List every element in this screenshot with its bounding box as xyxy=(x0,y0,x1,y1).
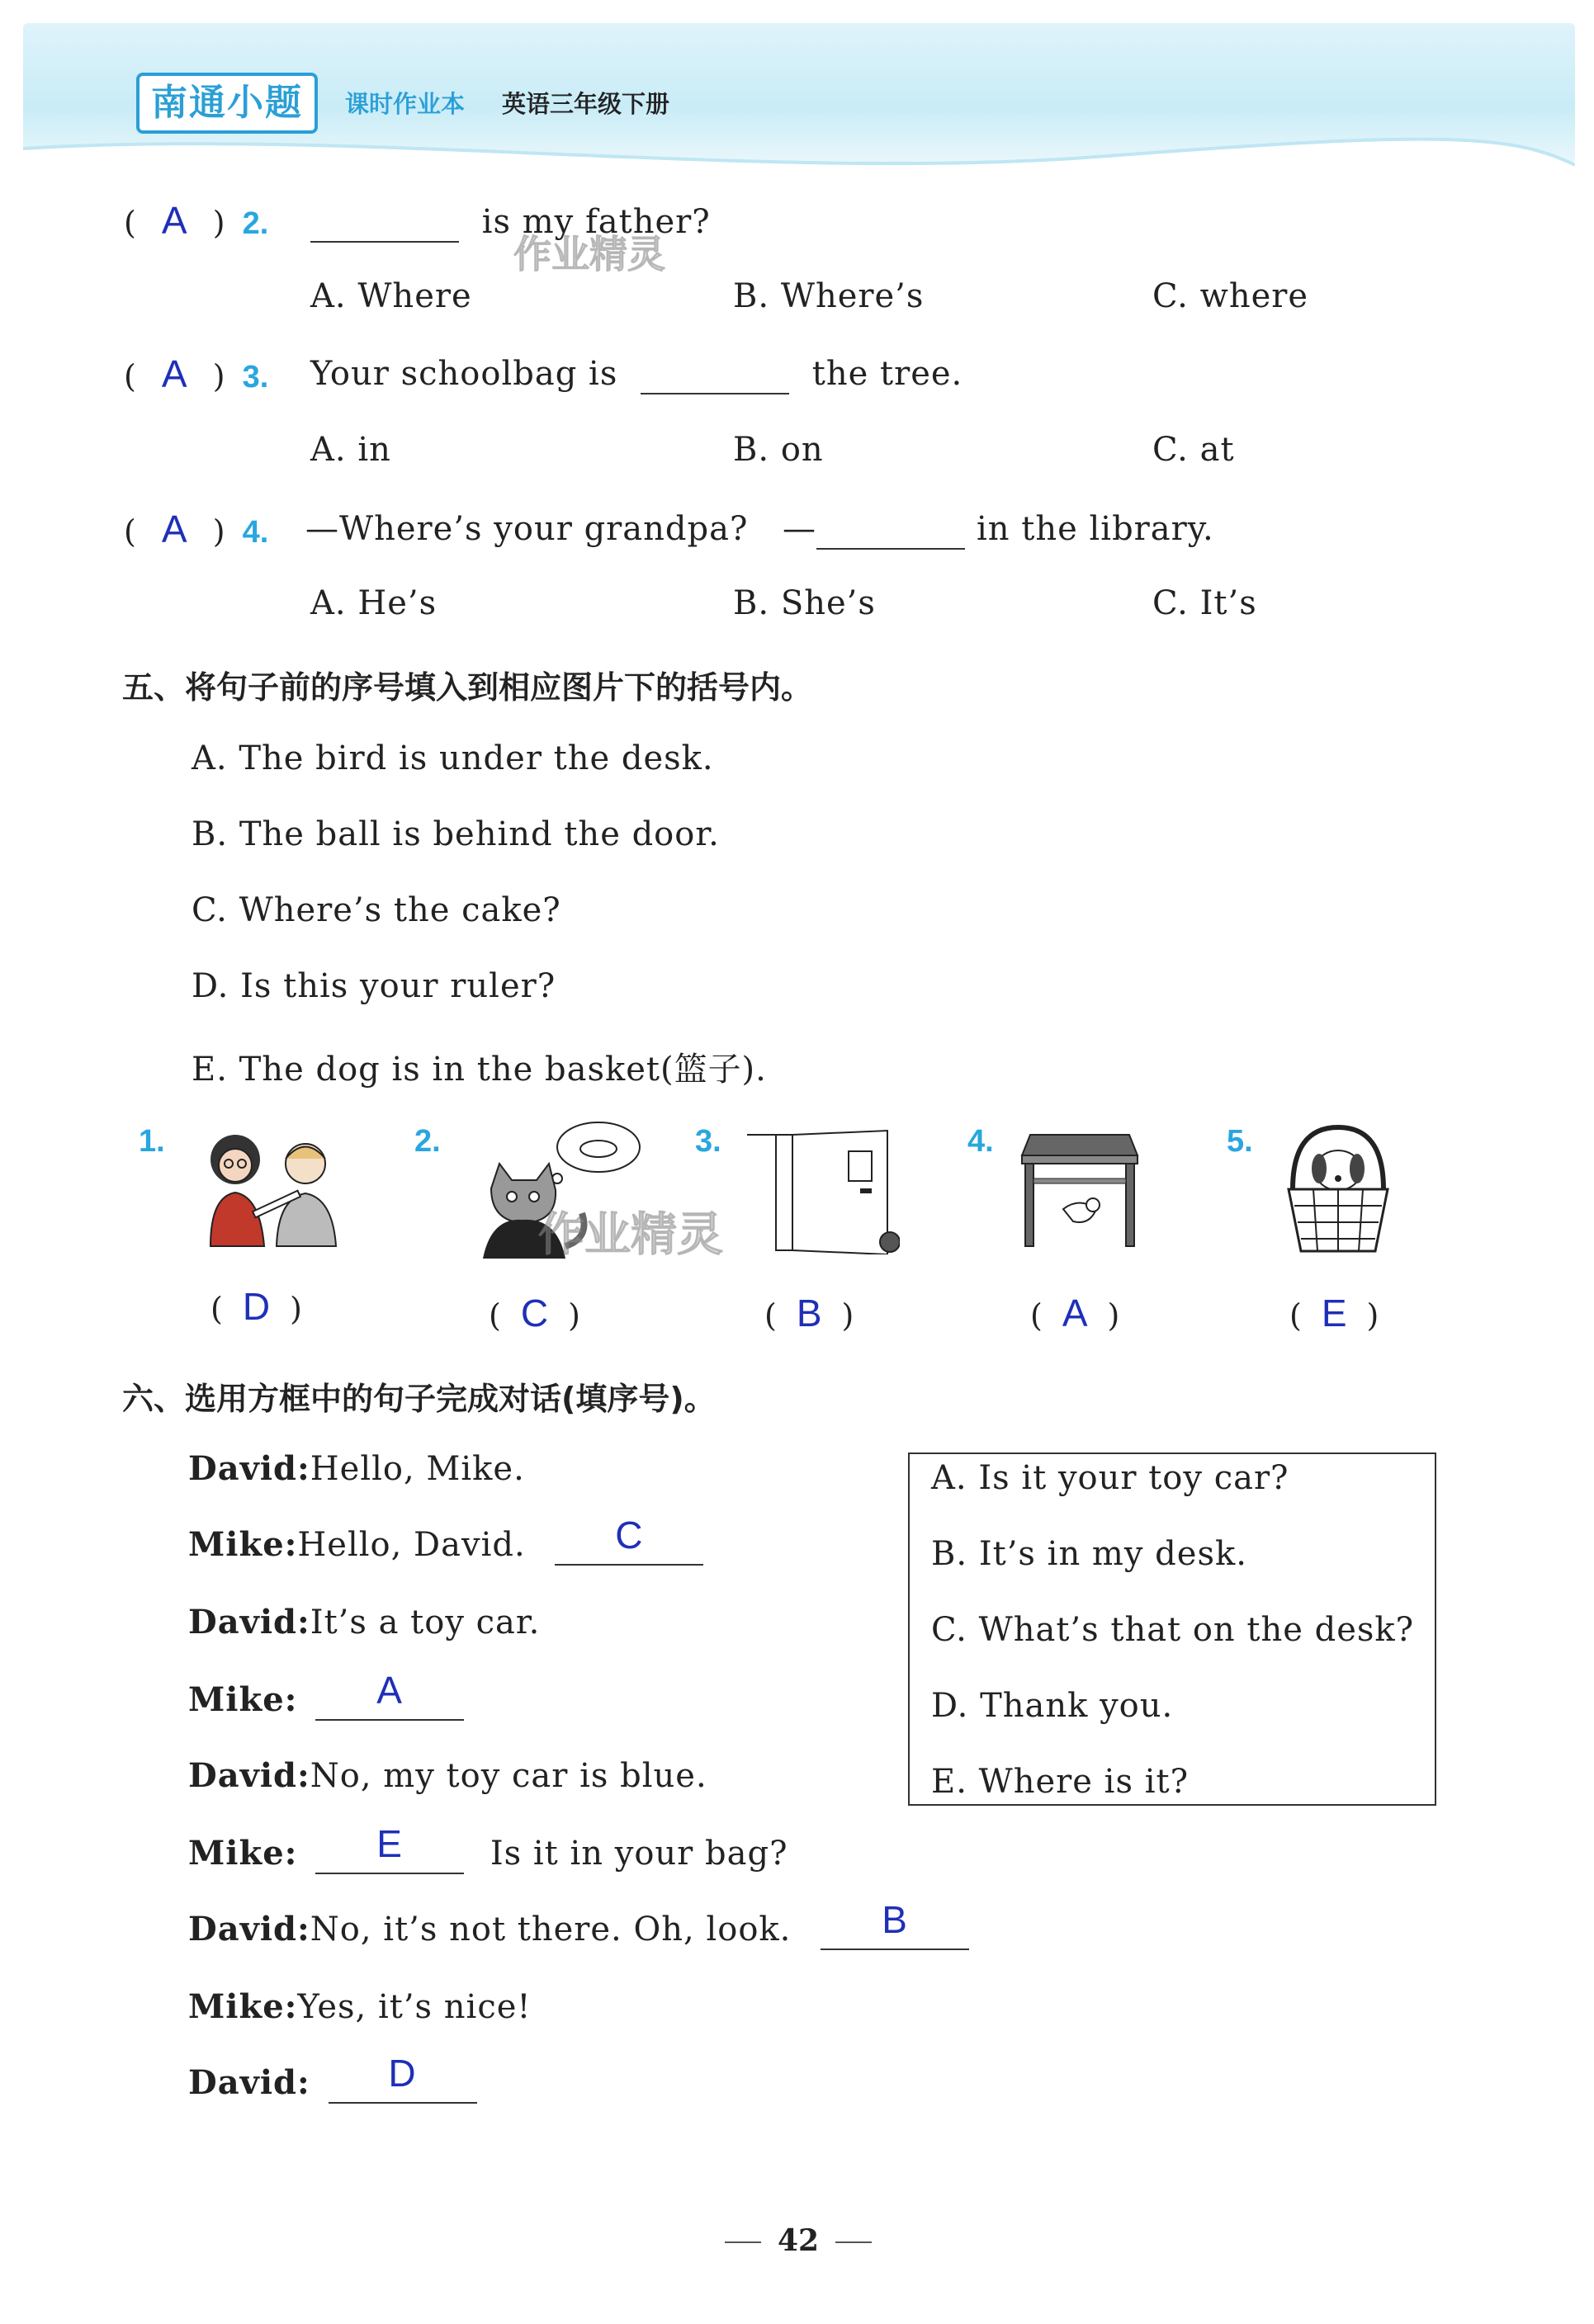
stem-after: in the library. xyxy=(977,510,1214,548)
box-option: D. Thank you. xyxy=(931,1687,1174,1725)
sentence-item: B. The ball is behind the door. xyxy=(192,815,720,853)
speaker: David: xyxy=(188,1449,310,1488)
stem-mid: — xyxy=(783,510,816,548)
dialogue-line xyxy=(188,1449,525,1488)
paren-open: ( xyxy=(124,358,136,394)
question-4-reply xyxy=(783,510,1214,550)
stem-after: is my father? xyxy=(481,203,711,241)
picture-number: 2. xyxy=(414,1124,441,1159)
picture-number: 1. xyxy=(139,1124,165,1159)
answer: A xyxy=(161,508,187,550)
option: A. in xyxy=(310,431,391,469)
watermark: 作业精灵 xyxy=(538,1208,723,1262)
question-number: 2. xyxy=(242,206,269,241)
picture-answer-3: ( B ) xyxy=(764,1292,854,1334)
answer: D xyxy=(242,1285,271,1328)
question-2-row xyxy=(124,198,268,243)
blank xyxy=(641,355,789,394)
picture-answer-5: ( E ) xyxy=(1289,1292,1379,1334)
question-4-stem: —Where’s your grandpa? xyxy=(305,510,749,548)
answer: E xyxy=(376,1822,403,1865)
speaker: Mike: xyxy=(188,1987,298,2026)
question-4-row xyxy=(124,507,268,551)
answer: A xyxy=(161,352,187,395)
dialogue-line xyxy=(188,1898,969,1950)
box-option: B. It’s in my desk. xyxy=(931,1535,1247,1573)
answer: A xyxy=(376,1669,403,1712)
answer: B xyxy=(796,1292,822,1334)
answer-blank xyxy=(555,1514,703,1566)
picture-number: 5. xyxy=(1227,1124,1253,1159)
footer-dash-left xyxy=(725,2241,761,2243)
answer: C xyxy=(520,1292,549,1334)
option: C. It’s xyxy=(1152,584,1257,622)
brand-subtitle: 课时作业本 xyxy=(345,90,466,118)
question-3-row xyxy=(124,352,268,396)
box-option: E. Where is it? xyxy=(931,1763,1190,1801)
answer: A xyxy=(161,199,187,242)
speaker: David: xyxy=(188,1603,310,1641)
dialogue-line xyxy=(188,2052,477,2104)
book-title: 英语三年级下册 xyxy=(502,90,670,118)
answer: D xyxy=(388,2052,417,2095)
dialogue-line xyxy=(188,1822,788,1874)
picture-answer-1: ( D ) xyxy=(210,1285,302,1328)
question-number: 4. xyxy=(242,515,269,550)
speaker: Mike: xyxy=(188,1834,298,1873)
line-text: No, my toy car is blue. xyxy=(310,1757,707,1795)
watermark: 作业精灵 xyxy=(513,232,665,276)
footer-dash-right xyxy=(835,2241,872,2243)
question-3-stem xyxy=(310,355,963,394)
speaker: David: xyxy=(188,2063,310,2102)
option: C. where xyxy=(1152,277,1309,315)
dialogue-line xyxy=(188,1756,707,1795)
dialogue-line xyxy=(188,1669,464,1721)
dog-in-basket-icon xyxy=(1276,1119,1400,1259)
speaker: Mike: xyxy=(188,1680,298,1719)
sentence-item: E. The dog is in the basket(篮子). xyxy=(192,1051,767,1089)
box-option: A. Is it your toy car? xyxy=(931,1459,1289,1497)
speaker: David: xyxy=(188,1756,310,1795)
dialogue-line xyxy=(188,1987,532,2026)
line-text: Is it in your bag? xyxy=(490,1835,788,1873)
section-5-heading: 五、将句子前的序号填入到相应图片下的括号内。 xyxy=(122,669,813,706)
two-people-ruler-icon xyxy=(186,1122,351,1254)
option: B. She’s xyxy=(733,584,876,622)
answer: E xyxy=(1321,1292,1347,1334)
answer-blank xyxy=(821,1898,969,1950)
answer: B xyxy=(882,1898,908,1941)
paren-close: ) xyxy=(212,513,225,550)
picture-answer-2: ( C ) xyxy=(489,1292,580,1334)
paren-close: ) xyxy=(212,358,225,394)
page-number: 42 xyxy=(778,2223,820,2258)
sentence-item: A. The bird is under the desk. xyxy=(192,739,714,777)
sentence-item: C. Where’s the cake? xyxy=(192,891,561,929)
line-text: Hello, Mike. xyxy=(310,1450,525,1488)
blank xyxy=(816,510,965,550)
answer-blank xyxy=(315,1669,464,1721)
stem-after: the tree. xyxy=(811,355,963,393)
bird-under-desk-icon xyxy=(1014,1131,1146,1254)
section-6-heading: 六、选用方框中的句子完成对话(填序号)。 xyxy=(122,1381,716,1417)
line-text: Hello, David. xyxy=(297,1526,526,1564)
line-text: No, it’s not there. Oh, look. xyxy=(310,1911,792,1948)
box-option: C. What’s that on the desk? xyxy=(931,1611,1415,1649)
line-text: It’s a toy car. xyxy=(310,1604,541,1641)
picture-answer-4: ( A ) xyxy=(1030,1292,1120,1334)
dialogue-line xyxy=(188,1603,540,1641)
option: C. at xyxy=(1152,431,1235,469)
question-number: 3. xyxy=(242,360,269,394)
answer-blank xyxy=(315,1822,464,1874)
door-ball-icon xyxy=(743,1122,900,1254)
blank xyxy=(310,203,459,243)
stem-before: Your schoolbag is xyxy=(310,355,618,393)
answer: C xyxy=(615,1514,644,1556)
line-text: Yes, it’s nice! xyxy=(297,1988,532,2026)
picture-number: 3. xyxy=(695,1124,721,1159)
option: B. Where’s xyxy=(733,277,925,315)
answer: A xyxy=(1062,1292,1088,1334)
option: A. He’s xyxy=(310,584,438,622)
brand-logo: 南通小题 xyxy=(136,73,318,134)
speaker: Mike: xyxy=(188,1525,298,1564)
paren-open: ( xyxy=(124,205,136,241)
dialogue-line xyxy=(188,1514,703,1566)
option: A. Where xyxy=(310,277,472,315)
answer-blank xyxy=(329,2052,477,2104)
speaker: David: xyxy=(188,1910,310,1948)
paren-close: ) xyxy=(212,205,225,241)
sentence-item: D. Is this your ruler? xyxy=(192,967,556,1005)
option: B. on xyxy=(733,431,824,469)
paren-open: ( xyxy=(124,513,136,550)
picture-number: 4. xyxy=(967,1124,994,1159)
